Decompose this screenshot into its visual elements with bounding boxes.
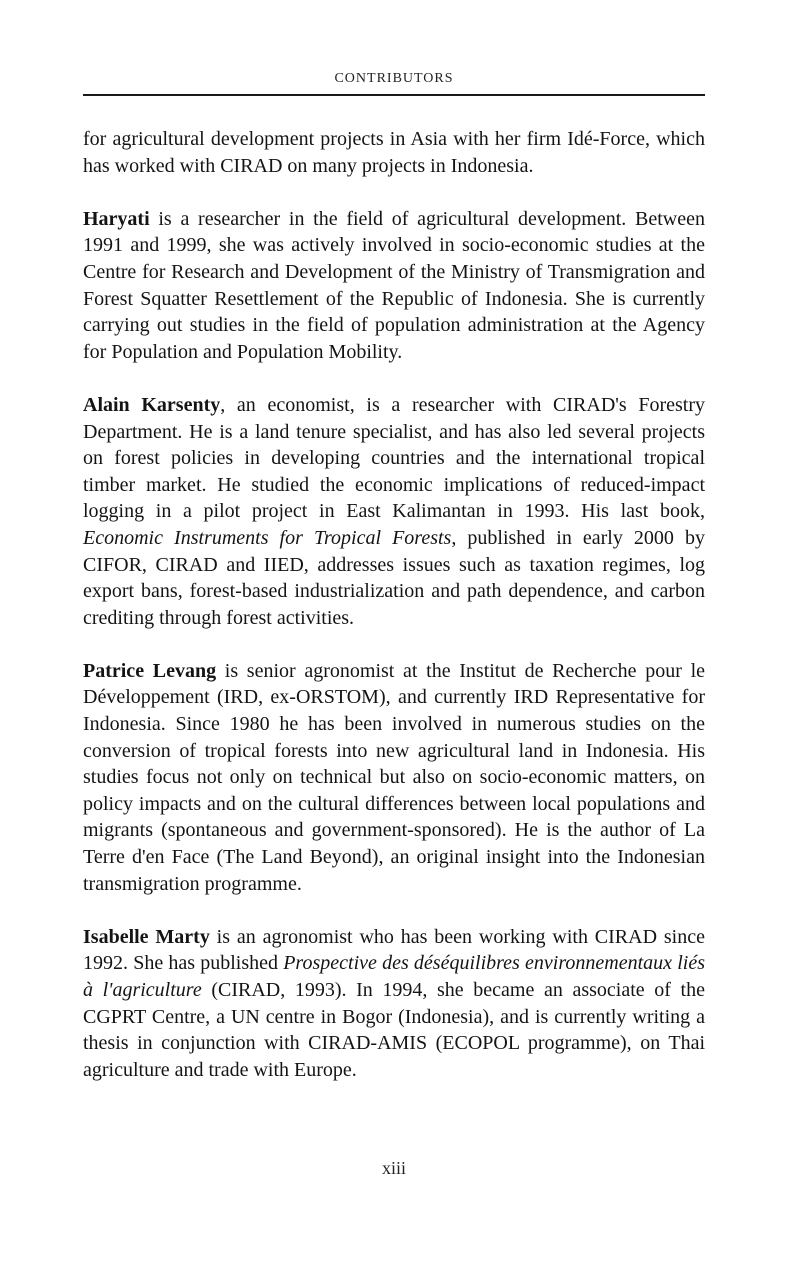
contributor-entry-levang: [83, 658, 705, 897]
entry-text: , an economist, is a researcher with CIRAD's Forestry Department. He is a land tenure specialist, and has also led several projects on forest policies in developing countries and the international tropical timber market. He studied the economic implications of reduced-impact logging in a pilot project in East Kalimantan in 1993. His last book,: [83, 393, 706, 523]
contributors-list: [83, 126, 705, 1083]
contributor-name: Isabelle Marty: [83, 925, 210, 948]
book-title: Economic Instruments for Tropical Forests: [83, 526, 452, 549]
entry-text: , published in early 2000 by CIFOR, CIRAD and IIED, addresses issues such as taxation regimes, log export bans, forest-based industrialization and path dependence, and carbon crediting through forest activities.: [83, 526, 705, 629]
entry-text: is an agronomist who has been working with CIRAD since 1992. She has published: [83, 925, 705, 975]
contributor-name: Patrice Levang: [83, 659, 217, 682]
contributor-entry-haryati: [83, 206, 705, 366]
contributor-entry-marty: [83, 924, 705, 1084]
book-title: Prospective des déséquilibres environnementaux liés à l'agriculture: [83, 952, 705, 1001]
contributor-entry-continuation: [83, 126, 705, 179]
entry-text: for agricultural development projects in Asia with her firm Idé-Force, which has worked with CIRAD on many projects in Indonesia.: [83, 128, 705, 177]
entry-text: is senior agronomist at the Institut de Recherche pour le Développement (IRD, ex-ORSTOM), and currently IRD Representative for Indonesia. Since 1980 he has been involved in numerous studies on the conversion of tropical forests into new agricultural land in Indonesia. His studies focus not only on technical but also on socio-economic matters, on policy impacts and on the cultural differences between local populations and migrants (spontaneous and government-sponsored). He is the author of La Terre d'en Face (The Land Beyond), an original insight into the Indonesian transmigration programme.: [83, 659, 705, 895]
entry-text: is a researcher in the field of agricultural development. Between 1991 and 1999, she was actively involved in socio-economic studies at the Centre for Research and Development of the Ministry of Transmigration and Forest Squatter Resettlement of the Republic of Indonesia. She is currently carrying out studies in the field of population administration at the Agency for Population and Population Mobility.: [83, 207, 705, 363]
page-number: xiii: [381, 1158, 406, 1178]
book-page: [83, 0, 705, 1275]
contributor-entry-karsenty: [83, 392, 705, 631]
contributor-name: Haryati: [83, 207, 150, 230]
entry-text: (CIRAD, 1993). In 1994, she became an associate of the CGPRT Centre, a UN centre in Bogor (Indonesia), and is currently writing a thesis in conjunction with CIRAD-AMIS (ECOPOL programme), on Thai agriculture and trade with Europe.: [83, 979, 705, 1081]
running-header: CONTRIBUTORS: [334, 71, 454, 86]
contributor-name: Alain Karsenty: [83, 393, 221, 416]
header-rule: [83, 94, 705, 96]
